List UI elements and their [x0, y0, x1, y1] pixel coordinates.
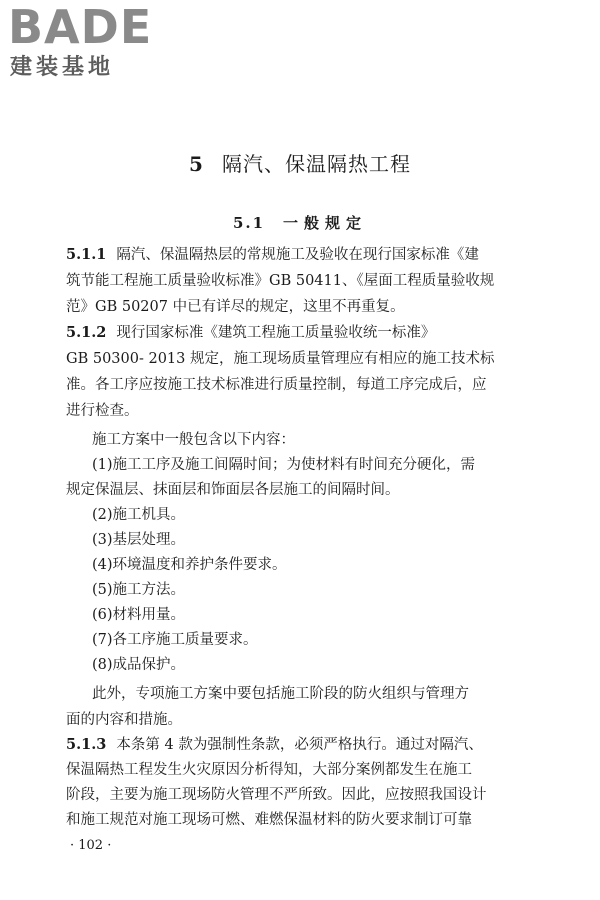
text-line: 阶段，主要为施工现场防火管理不严所致。因此，应按照我国设计	[66, 787, 487, 803]
list-item: (5)施工方法。	[92, 582, 186, 598]
clause-number: 5.1.3	[66, 736, 107, 753]
text-line	[66, 244, 536, 266]
text-line: 范》GB 50207 中已有详尽的规定，这里不再重复。	[66, 299, 405, 315]
list-item: (1)施工工序及施工间隔时间；为使材料有时间充分硬化，需	[92, 457, 476, 473]
text-line: 和施工规范对施工现场可燃、难燃保温材料的防火要求制订可靠	[66, 812, 472, 828]
text-line: 面的内容和措施。	[66, 712, 182, 728]
line-text: 现行国家标准《建筑工程施工质量验收统一标准》	[116, 325, 436, 341]
section-heading	[0, 212, 600, 234]
list-item: (6)材料用量。	[92, 607, 186, 623]
list-item: (3)基层处理。	[92, 532, 186, 548]
section-title: 一般规定	[283, 214, 368, 232]
text-line: 施工方案中一般包含以下内容：	[92, 432, 295, 448]
text-line: 进行检查。	[66, 403, 139, 419]
list-item: (4)环境温度和养护条件要求。	[92, 557, 287, 573]
text-line: 规定保温层、抹面层和饰面层各层施工的间隔时间。	[66, 482, 400, 498]
brand-logo-subtitle: 建装基地	[10, 55, 115, 80]
clause-number: 5.1.1	[66, 246, 107, 263]
text-line: 保温隔热工程发生火灾原因分析得知，大部分案例都发生在施工	[66, 762, 472, 778]
text-line: 准。各工序应按施工技术标准进行质量控制，每道工序完成后，应	[66, 377, 487, 393]
section-number: 5.1	[232, 214, 266, 232]
page-number: · 102 ·	[70, 838, 112, 853]
list-item: (7)各工序施工质量要求。	[92, 632, 258, 648]
chapter-title: 隔汽、保温隔热工程	[221, 152, 411, 176]
brand-logo	[8, 0, 178, 86]
line-text: 隔汽、保温隔热层的常规施工及验收在现行国家标准《建	[116, 247, 479, 263]
text-line	[66, 322, 536, 344]
chapter-heading	[0, 150, 600, 178]
text-line: 此外，专项施工方案中要包括施工阶段的防火组织与管理方	[92, 686, 469, 702]
list-item: (2)施工机具。	[92, 507, 186, 523]
line-text: 本条第 4 款为强制性条款，必须严格执行。通过对隔汽、	[116, 737, 483, 753]
brand-logo-text: BADE	[8, 0, 153, 54]
chapter-number: 5	[189, 152, 204, 176]
text-line: 筑节能工程施工质量验收标准》GB 50411、《屋面工程质量验收规	[66, 273, 495, 289]
clause-number: 5.1.2	[66, 324, 107, 341]
text-line	[66, 734, 536, 756]
list-item: (8)成品保护。	[92, 657, 186, 673]
text-line: GB 50300- 2013 规定，施工现场质量管理应有相应的施工技术标	[66, 351, 495, 367]
